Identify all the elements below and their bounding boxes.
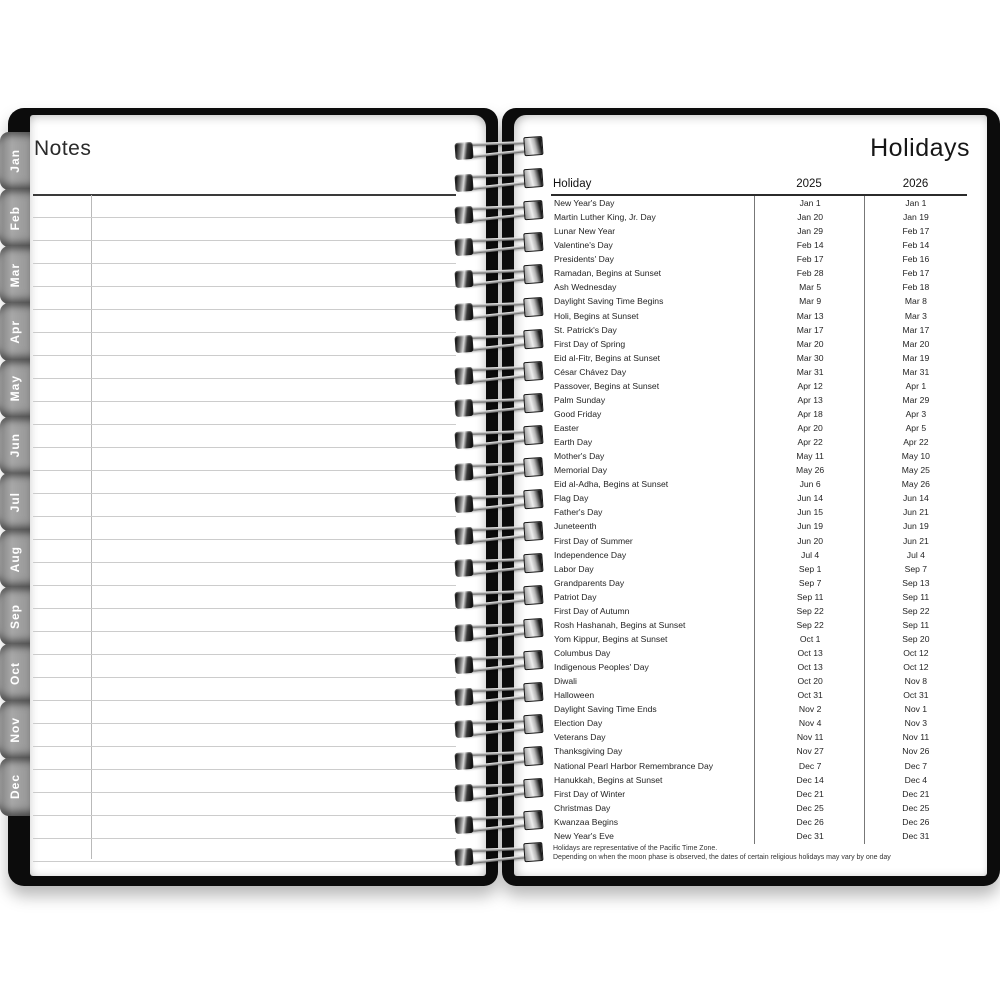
table-row [551, 252, 967, 266]
coil-end-right [523, 136, 543, 156]
date-2026-cell: Jun 21 [902, 507, 929, 518]
date-2025-cell: Jan 29 [797, 226, 824, 237]
coil-end-right [523, 264, 543, 284]
table-row [551, 477, 967, 491]
date-2025-cell: Jan 1 [799, 198, 821, 209]
notes-header-rule [33, 194, 456, 196]
month-tab-label: Aug [8, 546, 22, 573]
coil-end-right [523, 425, 543, 445]
table-row [551, 266, 967, 280]
month-tab-label: Mar [8, 262, 22, 287]
date-2025-cell: Sep 11 [796, 591, 824, 602]
date-2026-cell: Nov 26 [902, 746, 930, 757]
date-2026-cell: Apr 22 [903, 437, 929, 448]
table-row [551, 576, 967, 590]
date-2025-cell: Apr 22 [797, 437, 823, 448]
holiday-name-cell: Hanukkah, Begins at Sunset [554, 774, 663, 785]
month-tab-nov [0, 701, 30, 759]
month-tab-label: Oct [8, 661, 22, 685]
date-2025-cell: Apr 12 [797, 380, 823, 391]
holiday-name-cell: Memorial Day [554, 465, 608, 476]
month-tab-may [0, 360, 30, 418]
coil-end-right [523, 200, 543, 220]
coil-end-left [454, 848, 473, 866]
holiday-name-cell: Earth Day [554, 437, 593, 448]
month-tab-mar [0, 246, 30, 304]
ruled-line [33, 217, 456, 218]
date-2026-cell: Oct 12 [903, 648, 929, 659]
date-2026-cell: Nov 1 [904, 704, 928, 715]
table-row [551, 379, 967, 393]
holiday-name-cell: Ash Wednesday [554, 282, 617, 293]
date-2026-cell: Feb 14 [902, 240, 930, 251]
date-2025-cell: Apr 13 [797, 394, 823, 405]
date-2026-cell: Dec 25 [902, 802, 930, 813]
month-tab-sep [0, 587, 30, 645]
coil-end-left [454, 142, 473, 160]
date-2026-cell: Apr 1 [905, 380, 927, 391]
coil-end-right [523, 489, 543, 509]
holidays-page-title: Holidays [870, 134, 970, 162]
holiday-name-cell: Passover, Begins at Sunset [554, 380, 660, 391]
coil-end-right [523, 393, 543, 413]
holiday-name-cell: Presidents' Day [554, 254, 614, 265]
table-row [551, 730, 967, 744]
table-row [551, 815, 967, 829]
date-2025-cell: Nov 27 [796, 746, 824, 757]
coil-end-left [454, 623, 473, 641]
table-row [551, 435, 967, 449]
holiday-name-cell: New Year's Day [554, 198, 615, 209]
month-tab-label: Dec [8, 774, 22, 800]
date-2025-cell: Jun 6 [799, 479, 821, 490]
table-row [551, 716, 967, 730]
date-2026-cell: Nov 11 [902, 732, 930, 743]
holiday-name-cell: St. Patrick's Day [554, 324, 617, 335]
holiday-name-cell: Easter [554, 423, 579, 434]
coil-end-left [454, 399, 473, 417]
month-tab-oct [0, 644, 30, 702]
table-row [551, 744, 967, 758]
date-2026-cell: Jun 21 [902, 535, 929, 546]
coil-end-left [454, 559, 473, 577]
date-2025-cell: May 26 [796, 465, 825, 476]
date-2025-cell: Sep 22 [796, 605, 824, 616]
coil-end-left [454, 206, 473, 224]
ruled-line [33, 378, 456, 379]
month-tab-jan [0, 132, 30, 190]
date-2025-cell: Dec 7 [798, 760, 822, 771]
table-row [551, 674, 967, 688]
date-2025-cell: Nov 4 [798, 718, 822, 729]
date-2025-cell: Mar 17 [796, 324, 824, 335]
ruled-line [33, 355, 456, 356]
coil-end-right [523, 296, 543, 316]
holiday-name-cell: Mother's Day [554, 451, 605, 462]
date-2025-cell: Sep 7 [798, 577, 822, 588]
coil-end-right [523, 650, 543, 670]
coil-end-left [454, 688, 473, 706]
date-2025-cell: Feb 28 [796, 268, 824, 279]
table-row [551, 393, 967, 407]
coil-end-right [523, 617, 543, 637]
date-2026-cell: Feb 16 [902, 254, 930, 265]
ruled-line [33, 723, 456, 724]
date-2025-cell: Sep 22 [796, 619, 824, 630]
date-2026-cell: Nov 8 [904, 676, 928, 687]
holiday-name-cell: Lunar New Year [554, 226, 616, 237]
coil-end-left [454, 334, 473, 352]
coil-end-left [454, 238, 473, 256]
ruled-line [33, 861, 456, 862]
coil-end-left [454, 174, 473, 192]
ruled-line [33, 815, 456, 816]
coil-end-right [523, 778, 543, 798]
date-2026-cell: Jan 1 [905, 198, 927, 209]
coil-end-left [454, 816, 473, 834]
table-row [551, 773, 967, 787]
date-2026-cell: Feb 17 [902, 226, 930, 237]
table-row [551, 801, 967, 815]
ruled-line [33, 585, 456, 586]
ruled-line [33, 240, 456, 241]
month-tab-aug [0, 530, 30, 588]
holiday-name-cell: Veterans Day [554, 732, 606, 743]
holiday-name-cell: Thanksgiving Day [554, 746, 623, 757]
table-row [551, 449, 967, 463]
table-row [551, 323, 967, 337]
month-tab-label: Nov [8, 717, 22, 743]
ruled-line [33, 447, 456, 448]
date-2026-cell: Mar 8 [904, 296, 927, 307]
month-tab-label: Jan [8, 149, 22, 173]
date-2026-cell: Mar 19 [902, 352, 930, 363]
ruled-line [33, 677, 456, 678]
holiday-name-cell: First Day of Spring [554, 338, 626, 349]
coil-end-right [523, 232, 543, 252]
holiday-name-cell: Daylight Saving Time Ends [554, 704, 657, 715]
coil-end-right [523, 168, 543, 188]
coil-end-left [454, 463, 473, 481]
holiday-name-cell: Palm Sunday [554, 394, 606, 405]
month-tab-label: May [8, 375, 22, 402]
ruled-line [33, 263, 456, 264]
table-row [551, 294, 967, 308]
footnote-line-1: Holidays are representative of the Pacific Time Zone. [553, 845, 718, 852]
holiday-name-cell: Yom Kippur, Begins at Sunset [554, 633, 668, 644]
holiday-name-cell: Diwali [554, 676, 577, 687]
table-row [551, 590, 967, 604]
table-row [551, 519, 967, 533]
date-2025-cell: Sep 1 [798, 563, 822, 574]
ruled-line [33, 332, 456, 333]
month-tab-label: Sep [8, 603, 22, 629]
month-tab-label: Jun [8, 433, 22, 458]
table-row [551, 632, 967, 646]
coil-end-left [454, 270, 473, 288]
holiday-name-cell: National Pearl Harbor Remembrance Day [554, 760, 714, 771]
coil-end-right [523, 746, 543, 766]
holiday-name-cell: Labor Day [554, 563, 594, 574]
date-2026-cell: Apr 3 [905, 408, 927, 419]
date-2025-cell: Feb 14 [796, 240, 824, 251]
date-2026-cell: Mar 29 [902, 394, 930, 405]
holiday-name-cell: Halloween [554, 690, 595, 701]
date-2026-cell: Feb 18 [902, 282, 930, 293]
coil-end-right [523, 682, 543, 702]
holiday-name-cell: Eid al-Adha, Begins at Sunset [554, 479, 669, 490]
date-2026-cell: Sep 13 [902, 577, 930, 588]
holiday-name-cell: Columbus Day [554, 648, 611, 659]
column-header-2026: 2026 [902, 178, 929, 190]
coil-end-left [454, 431, 473, 449]
holiday-name-cell: Martin Luther King, Jr. Day [554, 212, 656, 223]
date-2026-cell: Dec 4 [904, 774, 928, 785]
date-2026-cell: May 10 [901, 451, 930, 462]
month-tab-apr [0, 303, 30, 361]
date-2025-cell: Mar 30 [796, 352, 824, 363]
month-tab-dec [0, 758, 30, 816]
date-2026-cell: Jul 4 [906, 549, 925, 560]
ruled-line [33, 608, 456, 609]
holiday-name-cell: Rosh Hashanah, Begins at Sunset [554, 619, 686, 630]
date-2026-cell: Mar 31 [902, 366, 930, 377]
date-2026-cell: Mar 20 [902, 338, 930, 349]
holiday-name-cell: Father's Day [554, 507, 603, 518]
table-row [551, 646, 967, 660]
holiday-name-cell: First Day of Autumn [554, 605, 630, 616]
date-2026-cell: Apr 5 [905, 423, 927, 434]
footnote-line-2: Depending on when the moon phase is observed, the dates of certain religious holidays may vary by one day [553, 854, 891, 861]
ruled-line [33, 769, 456, 770]
date-2026-cell: Sep 20 [902, 633, 930, 644]
holiday-name-cell: Patriot Day [554, 591, 597, 602]
date-2025-cell: Oct 13 [797, 648, 823, 659]
ruled-line [33, 516, 456, 517]
date-2025-cell: Dec 25 [796, 802, 824, 813]
table-row [551, 196, 967, 210]
ruled-line [33, 746, 456, 747]
table-row [551, 618, 967, 632]
notes-page [30, 115, 486, 876]
date-2025-cell: Mar 5 [799, 282, 822, 293]
ruled-line [33, 539, 456, 540]
holiday-name-cell: Kwanzaa Begins [554, 816, 619, 827]
table-row [551, 407, 967, 421]
holiday-name-cell: Daylight Saving Time Begins [554, 296, 664, 307]
table-row [551, 491, 967, 505]
date-2025-cell: Oct 20 [797, 676, 823, 687]
ruled-line [33, 286, 456, 287]
column-header-holiday: Holiday [553, 178, 592, 190]
table-row [551, 548, 967, 562]
table-row [551, 238, 967, 252]
coil-end-left [454, 655, 473, 673]
table-row [551, 660, 967, 674]
date-2025-cell: Mar 13 [796, 310, 824, 321]
coil-end-left [454, 302, 473, 320]
date-2026-cell: Oct 12 [903, 662, 929, 673]
coil-end-left [454, 591, 473, 609]
ruled-line [33, 654, 456, 655]
date-2025-cell: Jun 14 [797, 493, 824, 504]
holiday-name-cell: César Chávez Day [554, 366, 627, 377]
date-2025-cell: May 11 [796, 451, 824, 462]
table-row [551, 829, 967, 843]
date-2026-cell: Sep 22 [902, 605, 930, 616]
date-2025-cell: Oct 31 [797, 690, 823, 701]
date-2026-cell: Dec 7 [904, 760, 928, 771]
date-2026-cell: Feb 17 [902, 268, 930, 279]
holiday-name-cell: Christmas Day [554, 802, 611, 813]
table-row [551, 309, 967, 323]
date-2026-cell: Mar 3 [904, 310, 927, 321]
date-2025-cell: Apr 18 [797, 408, 823, 419]
date-2026-cell: Sep 11 [902, 591, 930, 602]
ruled-line [33, 309, 456, 310]
date-2026-cell: May 26 [901, 479, 930, 490]
holidays-page [514, 115, 987, 876]
date-2025-cell: Nov 2 [798, 704, 822, 715]
date-2026-cell: Sep 7 [904, 563, 928, 574]
coil-end-left [454, 752, 473, 770]
table-row [551, 421, 967, 435]
coil-end-left [454, 720, 473, 738]
date-2026-cell: Oct 31 [903, 690, 929, 701]
holiday-name-cell: Election Day [554, 718, 603, 729]
table-row [551, 351, 967, 365]
date-2025-cell: Mar 31 [796, 366, 824, 377]
holiday-name-cell: Valentine's Day [554, 240, 613, 251]
ruled-line [33, 792, 456, 793]
ruled-line [33, 424, 456, 425]
date-2025-cell: Mar 9 [799, 296, 822, 307]
coil-end-right [523, 361, 543, 381]
ruled-line [33, 493, 456, 494]
table-row [551, 224, 967, 238]
holiday-name-cell: Juneteenth [554, 521, 597, 532]
table-row [551, 787, 967, 801]
month-tab-label: Feb [8, 205, 22, 231]
date-2025-cell: Jul 4 [801, 549, 820, 560]
coil-end-right [523, 521, 543, 541]
date-2025-cell: Jun 15 [797, 507, 824, 518]
date-2026-cell: Jan 19 [902, 212, 929, 223]
date-2026-cell: Jun 19 [902, 521, 929, 532]
table-row [551, 702, 967, 716]
coil-end-right [523, 553, 543, 573]
date-2026-cell: May 25 [901, 465, 930, 476]
table-row [551, 562, 967, 576]
coil-end-right [523, 842, 543, 862]
coil-end-left [454, 527, 473, 545]
column-header-2025: 2025 [796, 178, 822, 190]
table-row [551, 688, 967, 702]
holiday-name-cell: Indigenous Peoples' Day [554, 662, 649, 673]
date-2025-cell: Oct 1 [799, 633, 821, 644]
holidays-table [551, 196, 967, 843]
table-row [551, 604, 967, 618]
holiday-name-cell: Eid al-Fitr, Begins at Sunset [554, 352, 661, 363]
date-2025-cell: Mar 20 [796, 338, 824, 349]
coil-end-right [523, 457, 543, 477]
coil-end-left [454, 784, 473, 802]
table-row [551, 505, 967, 519]
date-2026-cell: Mar 17 [902, 324, 930, 335]
date-2026-cell: Dec 21 [902, 788, 930, 799]
date-2026-cell: Dec 31 [902, 830, 930, 841]
ruled-line [33, 700, 456, 701]
month-tab-feb [0, 189, 30, 247]
date-2025-cell: Oct 13 [797, 662, 823, 673]
holiday-name-cell: New Year's Eve [554, 830, 614, 841]
month-tab-jun [0, 417, 30, 475]
table-row [551, 534, 967, 548]
date-2026-cell: Dec 26 [902, 816, 930, 827]
date-2025-cell: Feb 17 [796, 254, 824, 265]
date-2025-cell: Apr 20 [797, 423, 823, 434]
table-row [551, 337, 967, 351]
month-tab-label: Jul [8, 492, 22, 513]
ruled-line [33, 631, 456, 632]
coil-end-right [523, 810, 543, 830]
table-row [551, 463, 967, 477]
holiday-name-cell: First Day of Summer [554, 535, 633, 546]
table-row [551, 210, 967, 224]
date-2025-cell: Dec 14 [796, 774, 824, 785]
notes-page-title: Notes [34, 137, 92, 160]
date-2026-cell: Nov 3 [904, 718, 928, 729]
notes-margin-line [91, 195, 92, 859]
date-2025-cell: Nov 11 [796, 732, 824, 743]
date-2025-cell: Dec 21 [796, 788, 824, 799]
holiday-name-cell: First Day of Winter [554, 788, 626, 799]
holiday-name-cell: Good Friday [554, 408, 602, 419]
date-2025-cell: Jun 20 [797, 535, 824, 546]
holiday-name-cell: Grandparents Day [554, 577, 625, 588]
date-2025-cell: Jan 20 [797, 212, 824, 223]
ruled-line [33, 562, 456, 563]
date-2026-cell: Sep 11 [902, 619, 930, 630]
coil-end-right [523, 714, 543, 734]
table-row [551, 280, 967, 294]
month-tab-label: Apr [8, 319, 22, 344]
holiday-name-cell: Ramadan, Begins at Sunset [554, 268, 662, 279]
coil-end-left [454, 367, 473, 385]
date-2025-cell: Jun 19 [797, 521, 824, 532]
date-2026-cell: Jun 14 [902, 493, 929, 504]
ruled-line [33, 470, 456, 471]
holiday-name-cell: Holi, Begins at Sunset [554, 310, 639, 321]
coil-end-left [454, 495, 473, 513]
date-2025-cell: Dec 31 [796, 830, 824, 841]
coil-end-right [523, 585, 543, 605]
table-row [551, 759, 967, 773]
coil-end-right [523, 329, 543, 349]
holiday-name-cell: Flag Day [554, 493, 589, 504]
table-row [551, 365, 967, 379]
ruled-line [33, 838, 456, 839]
holiday-name-cell: Independence Day [554, 549, 627, 560]
ruled-line [33, 401, 456, 402]
date-2025-cell: Dec 26 [796, 816, 824, 827]
month-tab-jul [0, 473, 30, 531]
